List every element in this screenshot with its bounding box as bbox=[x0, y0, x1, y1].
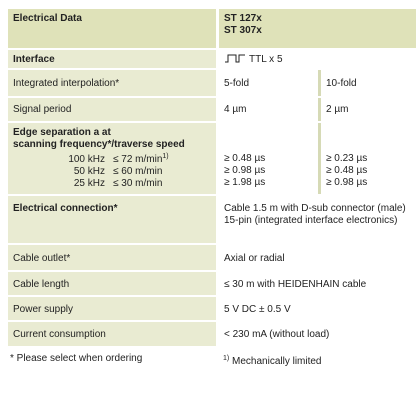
row-label: Current consumption bbox=[8, 322, 216, 346]
table-row-power-supply bbox=[0, 296, 420, 320]
row-label: Cable length bbox=[8, 272, 216, 295]
freq: 50 kHz bbox=[73, 166, 105, 177]
table-header-row bbox=[0, 8, 420, 48]
connection-line-1: Cable 1.5 m with D-sub connector (male) bbox=[224, 203, 406, 214]
value-b-2: ≥ 0.48 µs bbox=[326, 165, 368, 176]
model-names bbox=[219, 9, 416, 48]
value-b-3: ≥ 0.98 µs bbox=[326, 177, 368, 188]
speed: ≤ 30 m/min bbox=[113, 178, 163, 189]
row-label: Interface bbox=[8, 50, 216, 68]
table-row-electrical-connection bbox=[0, 195, 420, 243]
interface-value: TTL x 5 bbox=[249, 54, 283, 65]
freq: 25 kHz bbox=[73, 178, 105, 189]
table-row-interpolation bbox=[0, 69, 420, 96]
value-a-2: ≥ 0.98 µs bbox=[224, 165, 266, 176]
table-row-cable-length bbox=[0, 271, 420, 295]
freq-row-1 bbox=[13, 151, 211, 166]
speed: ≤ 72 m/min bbox=[113, 154, 163, 165]
connection-line-2: 15-pin (integrated interface electronics) bbox=[224, 215, 398, 226]
freq: 100 kHz bbox=[68, 154, 105, 165]
square-wave-icon bbox=[224, 54, 246, 63]
row-label: Electrical connection* bbox=[8, 196, 216, 243]
footnote-text: Mechanically limited bbox=[232, 356, 322, 367]
value-a-1: ≥ 0.48 µs bbox=[224, 153, 266, 164]
table-row-signal-period bbox=[0, 97, 420, 121]
row-value bbox=[219, 50, 416, 68]
table-row-edge-separation bbox=[0, 122, 420, 194]
freq-row-3 bbox=[13, 178, 211, 190]
footnote-marker: 1) bbox=[223, 355, 230, 362]
row-label: Cable outlet* bbox=[8, 245, 216, 270]
row-value: ≤ 30 m with HEIDENHAIN cable bbox=[219, 272, 416, 295]
table-row-interface bbox=[0, 49, 420, 68]
value-a-3: ≥ 1.98 µs bbox=[224, 177, 266, 188]
value-b-1: ≥ 0.23 µs bbox=[326, 153, 368, 164]
row-label: Signal period bbox=[8, 98, 216, 121]
footnote-marker: 1) bbox=[162, 153, 169, 160]
value-b: 2 µm bbox=[321, 98, 416, 121]
speed: ≤ 60 m/min bbox=[113, 166, 163, 177]
value-b: 10-fold bbox=[321, 70, 416, 96]
value-a: 4 µm bbox=[219, 98, 318, 121]
edge-label-1: Edge separation a at bbox=[13, 127, 111, 138]
row-value: 5 V DC ± 0.5 V bbox=[219, 297, 416, 320]
row-value bbox=[219, 196, 416, 243]
table-row-current-consumption bbox=[0, 321, 420, 346]
value-a: 5-fold bbox=[219, 70, 318, 96]
table-row-cable-outlet bbox=[0, 244, 420, 270]
edge-label-2: scanning frequency*/traverse speed bbox=[13, 139, 185, 150]
ordering-footnote: * Please select when ordering bbox=[10, 353, 143, 364]
row-label: Power supply bbox=[8, 297, 216, 320]
row-value: < 230 mA (without load) bbox=[219, 322, 416, 346]
row-value: Axial or radial bbox=[219, 245, 416, 270]
freq-row-2 bbox=[13, 166, 211, 178]
model-2: ST 307x bbox=[224, 25, 262, 36]
header-label: Electrical Data bbox=[8, 9, 216, 48]
model-1: ST 127x bbox=[224, 13, 262, 24]
row-label: Integrated interpolation* bbox=[8, 70, 216, 96]
mechanical-footnote bbox=[223, 353, 322, 368]
row-label bbox=[8, 123, 216, 194]
values-b bbox=[321, 123, 416, 194]
values-a bbox=[219, 123, 318, 194]
